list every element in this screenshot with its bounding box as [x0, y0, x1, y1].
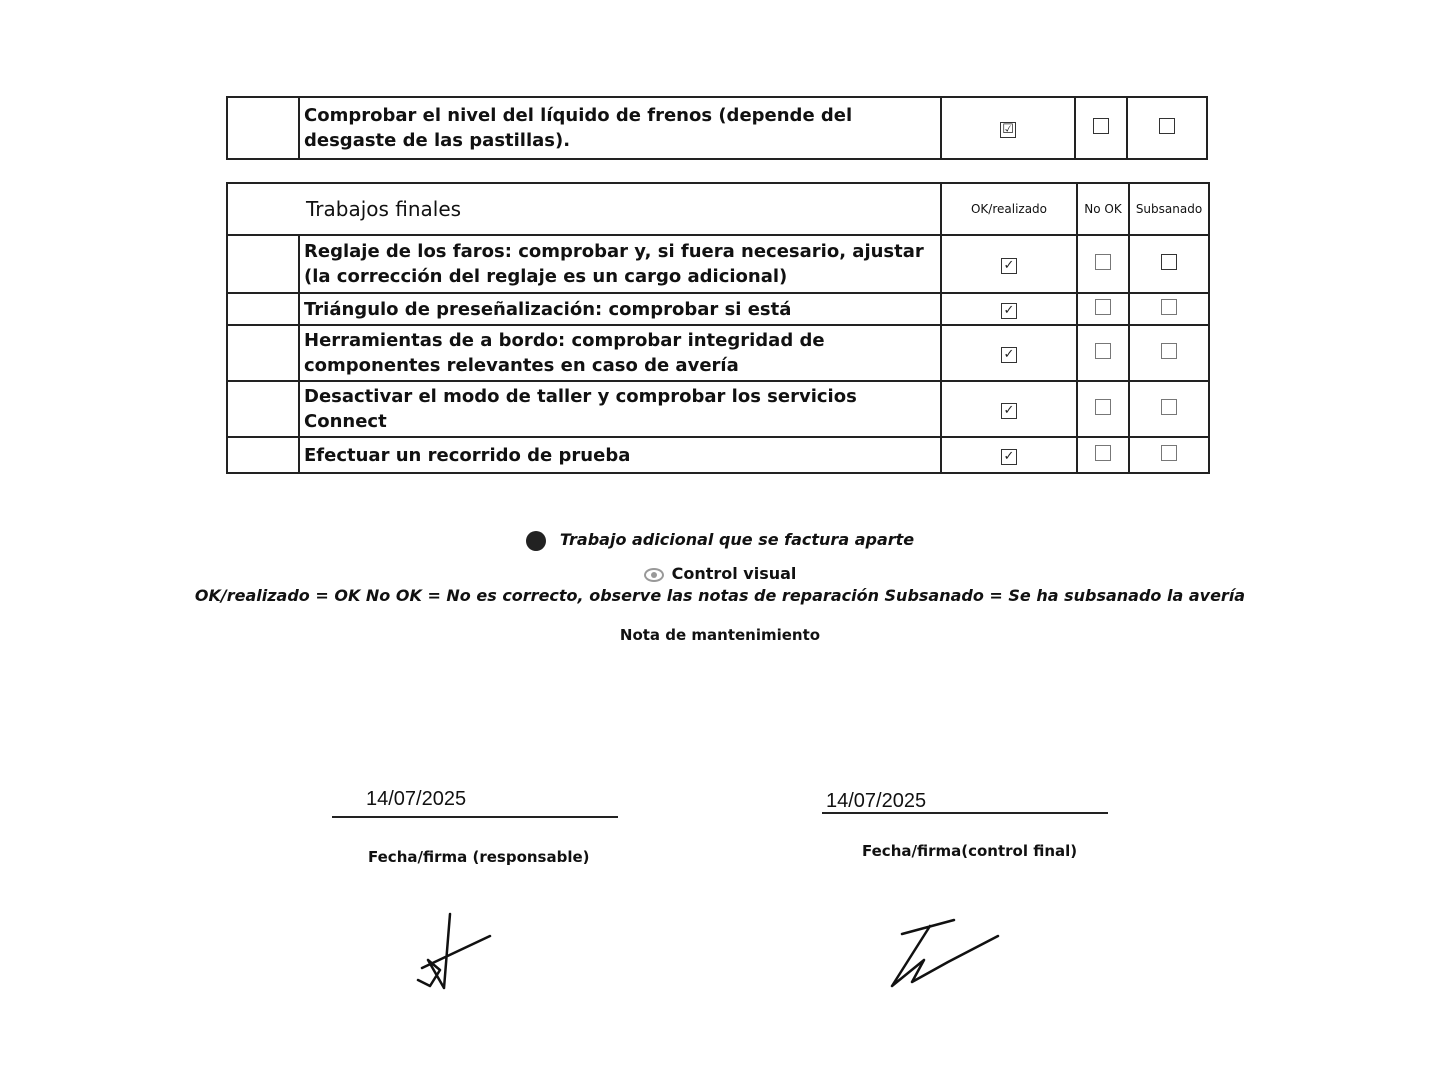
table-row: [227, 437, 1209, 473]
no-ok-checkbox[interactable]: [1095, 254, 1111, 270]
ok-checkbox[interactable]: ☑: [1000, 122, 1016, 138]
row-text: Herramientas de a bordo: comprobar integridad de componentes relevantes en caso de avería: [299, 325, 941, 381]
ok-checkbox[interactable]: ✓: [1001, 347, 1017, 363]
row-text: Efectuar un recorrido de prueba: [299, 437, 941, 473]
table-row: [227, 381, 1209, 437]
ok-checkbox[interactable]: ✓: [1001, 303, 1017, 319]
right-signature-line: [822, 812, 1108, 814]
left-date: 14/07/2025: [366, 788, 467, 810]
no-ok-checkbox[interactable]: [1095, 399, 1111, 415]
no-ok-checkbox[interactable]: [1095, 445, 1111, 461]
filled-circle-icon: [526, 531, 546, 551]
subsanado-checkbox[interactable]: [1161, 299, 1177, 315]
subsanado-checkbox[interactable]: [1161, 445, 1177, 461]
final-works-table: [226, 182, 1210, 474]
subsanado-checkbox[interactable]: [1161, 343, 1177, 359]
row-text: Reglaje de los faros: comprobar y, si fuera necesario, ajustar (la corrección del reglaje es un cargo adicional): [299, 235, 941, 293]
no-ok-checkbox[interactable]: [1095, 299, 1111, 315]
legend-extra-work: Trabajo adicional que se factura aparte: [0, 530, 1440, 551]
subsanado-checkbox[interactable]: [1161, 254, 1177, 270]
left-signature-line: [332, 816, 618, 818]
final-works-title: Trabajos finales: [227, 183, 941, 235]
right-signature-image: [884, 906, 1014, 996]
no-ok-checkbox[interactable]: [1093, 118, 1109, 134]
row-number-cell: [227, 97, 299, 159]
left-signature-label: Fecha/firma (responsable): [368, 848, 590, 866]
right-signature-label: Fecha/firma(control final): [862, 842, 1078, 860]
subsanado-checkbox[interactable]: [1161, 399, 1177, 415]
eye-icon: [644, 568, 664, 582]
ok-checkbox[interactable]: ✓: [1001, 258, 1017, 274]
col-no-ok-header: No OK: [1077, 183, 1129, 235]
row-text: Desactivar el modo de taller y comprobar los servicios Connect: [299, 381, 941, 437]
legend-definitions: OK/realizado = OK No OK = No es correcto, observe las notas de reparación Subsanado = Se ha subsanado la avería: [194, 586, 1246, 605]
table-header-row: [227, 183, 1209, 235]
row-text: Triángulo de preseñalización: comprobar si está: [299, 293, 941, 325]
table-row: [227, 235, 1209, 293]
no-ok-checkbox[interactable]: [1095, 343, 1111, 359]
brake-fluid-check-table: [226, 96, 1208, 160]
table-row: [227, 97, 1207, 159]
right-date: 14/07/2025: [826, 790, 927, 812]
ok-checkbox[interactable]: ✓: [1001, 403, 1017, 419]
table-row: [227, 325, 1209, 381]
table-row: [227, 293, 1209, 325]
maintenance-note: Nota de mantenimiento: [619, 626, 821, 644]
brake-fluid-check-text: Comprobar el nivel del líquido de frenos (depende del desgaste de las pastillas).: [299, 97, 941, 159]
ok-checkbox[interactable]: ✓: [1001, 449, 1017, 465]
subsanado-checkbox[interactable]: [1159, 118, 1175, 134]
col-subsanado-header: Subsanado: [1129, 183, 1209, 235]
left-signature-image: [410, 908, 510, 998]
legend-visual-control: Control visual: [0, 564, 1440, 583]
col-ok-header: OK/realizado: [941, 183, 1077, 235]
